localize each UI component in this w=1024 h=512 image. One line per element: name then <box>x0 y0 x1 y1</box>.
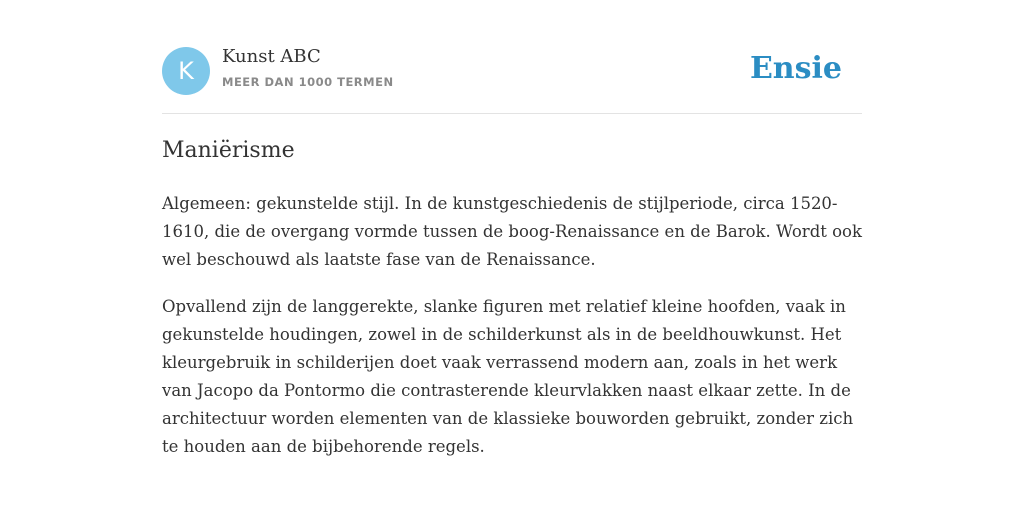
entry-paragraph-2: Opvallend zijn de langgerekte, slanke figuren met relatief kleine hoofden, vaak in gekunstelde houdingen, zowel in de schilderkunst als in de beeldhouwkunst. Het kleurgebruik in schilderijen doet vaak verrassend modern aan, zoals in het werk van Jacopo da Pontormo die contrasterende kleurvlakken naast elkaar zette. In de architectuur worden elementen van de klassieke bouworden gebruikt, zonder zich te houden aan de bijbehorende regels. <box>162 297 854 456</box>
source-name[interactable]: Kunst ABC <box>222 46 321 67</box>
entry-title: Maniërisme <box>162 138 295 163</box>
source-header <box>162 46 862 96</box>
header-divider <box>162 113 862 114</box>
entry-body <box>162 190 862 480</box>
entry-paragraph-1: Algemeen: gekunstelde stijl. In de kunstgeschiedenis de stijlperiode, circa 1520-1610, die de overgang vormde tussen de boog-Renaissance en de Barok. Wordt ook wel beschouwd als laatste fase van de Renaissance. <box>162 194 862 269</box>
source-avatar[interactable]: K <box>162 47 210 95</box>
ensie-logo[interactable]: Ensie <box>749 51 842 86</box>
source-term-count: MEER DAN 1000 TERMEN <box>222 75 394 89</box>
entry-card <box>162 0 862 512</box>
